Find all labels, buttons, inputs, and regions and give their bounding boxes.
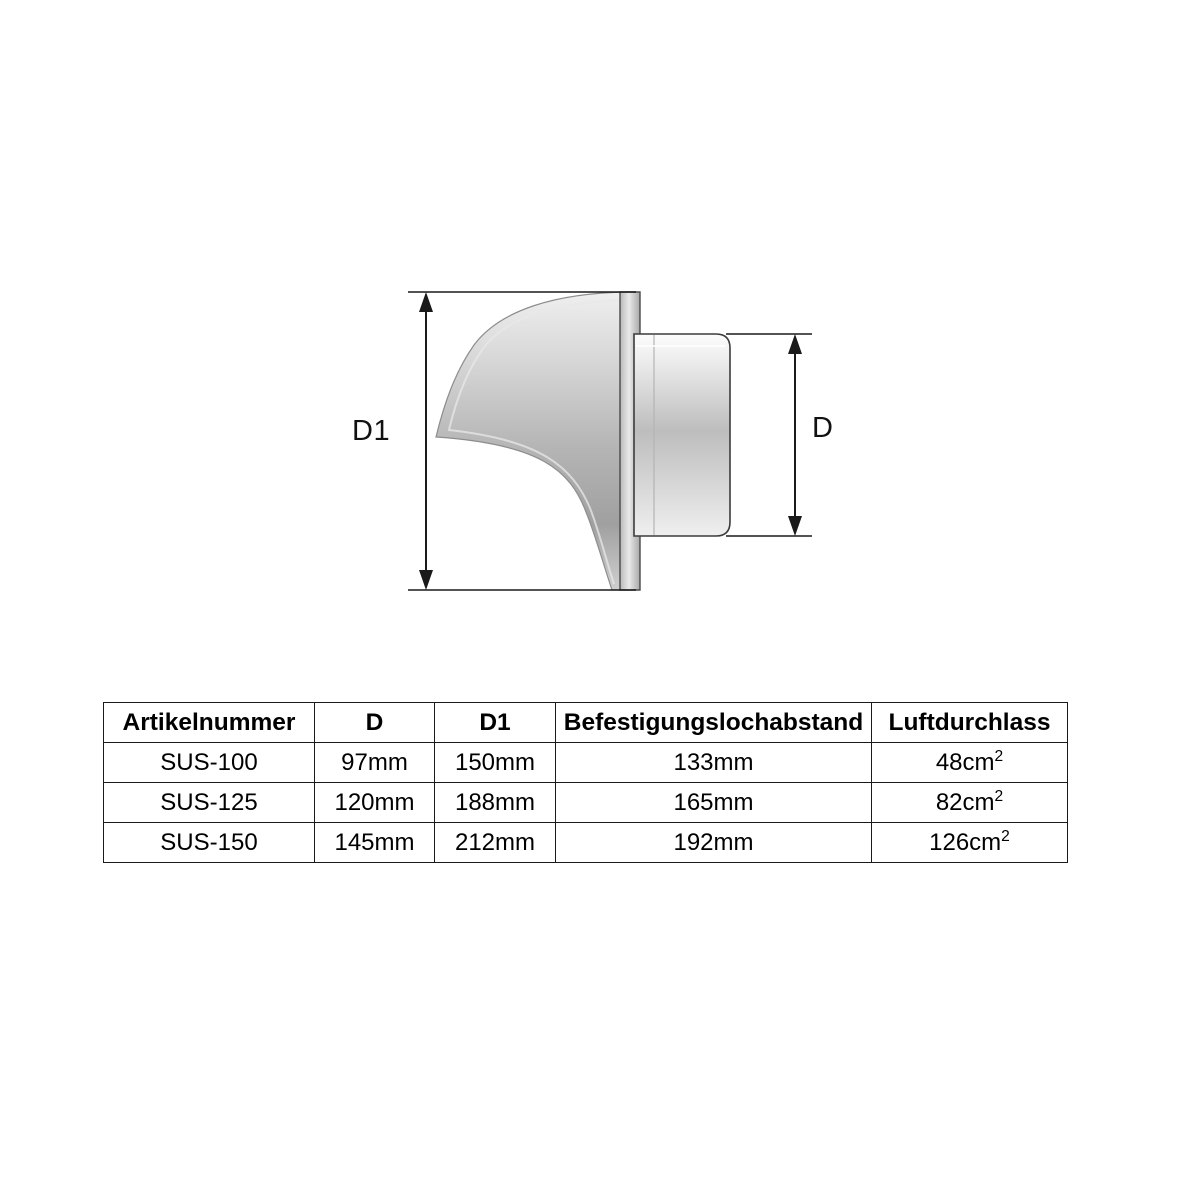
column-header-artikelnummer: Artikelnummer bbox=[104, 703, 315, 743]
table-row bbox=[104, 823, 1068, 863]
cell-luftdurchlass-exponent: 2 bbox=[994, 788, 1004, 805]
cell-luftdurchlass-value: 48cm bbox=[935, 749, 995, 776]
table-header-row bbox=[104, 703, 1068, 743]
cell-d: 145mm bbox=[315, 823, 435, 863]
cell-luftdurchlass bbox=[872, 823, 1068, 863]
cell-luftdurchlass-value: 126cm bbox=[929, 829, 1002, 856]
cell-luftdurchlass-value: 82cm bbox=[935, 789, 995, 816]
cell-artikelnummer: SUS-125 bbox=[104, 783, 315, 823]
column-header-d1: D1 bbox=[435, 703, 556, 743]
cell-artikelnummer: SUS-150 bbox=[104, 823, 315, 863]
cell-befestigungslochabstand: 192mm bbox=[556, 823, 872, 863]
cell-d: 97mm bbox=[315, 743, 435, 783]
vent-cowl-body bbox=[436, 292, 730, 590]
table-row bbox=[104, 783, 1068, 823]
cell-luftdurchlass-exponent: 2 bbox=[994, 748, 1004, 765]
cell-luftdurchlass bbox=[872, 783, 1068, 823]
dimension-label-d1: D1 bbox=[352, 415, 391, 447]
column-header-d: D bbox=[315, 703, 435, 743]
specification-table-container bbox=[103, 702, 1067, 863]
specification-table bbox=[103, 702, 1068, 863]
cell-befestigungslochabstand: 165mm bbox=[556, 783, 872, 823]
cell-d1: 150mm bbox=[435, 743, 556, 783]
cell-luftdurchlass bbox=[872, 743, 1068, 783]
dimension-d bbox=[726, 334, 812, 536]
cell-d1: 188mm bbox=[435, 783, 556, 823]
cell-d: 120mm bbox=[315, 783, 435, 823]
cell-befestigungslochabstand: 133mm bbox=[556, 743, 872, 783]
column-header-luftdurchlass: Luftdurchlass bbox=[872, 703, 1068, 743]
cell-luftdurchlass-exponent: 2 bbox=[1001, 828, 1010, 845]
table-row bbox=[104, 743, 1068, 783]
dimension-label-d: D bbox=[812, 412, 834, 444]
cell-d1: 212mm bbox=[435, 823, 556, 863]
cell-artikelnummer: SUS-100 bbox=[104, 743, 315, 783]
column-header-befestigungslochabstand: Befestigungslochabstand bbox=[556, 703, 872, 743]
